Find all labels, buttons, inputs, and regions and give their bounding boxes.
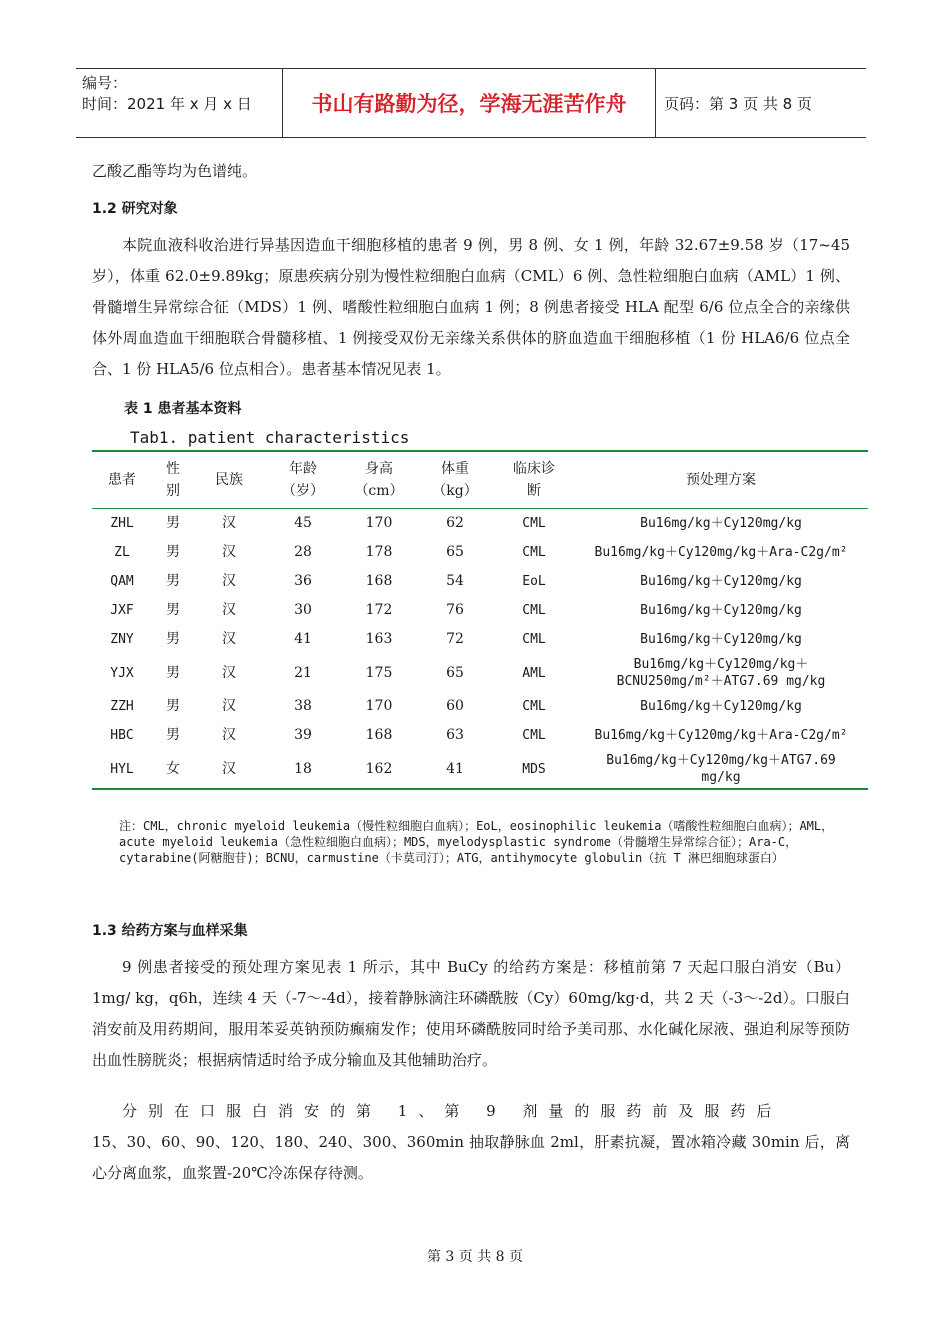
- cell-patient: QAM: [110, 574, 134, 589]
- cell-sex: 男: [166, 602, 180, 618]
- table-row: [92, 567, 868, 596]
- cell-regimen: Bu16mg/kg＋Cy120mg/kg: [640, 632, 802, 647]
- cell-weight: 76: [446, 602, 464, 618]
- cell-height: 170: [365, 698, 393, 714]
- cell-patient: JXF: [110, 603, 134, 618]
- table-header-row: [92, 451, 868, 509]
- cell-regimen: Bu16mg/kg＋Cy120mg/kg: [640, 603, 802, 618]
- section-1-2-heading: 1.2 研究对象: [92, 201, 178, 217]
- cell-patient: YJX: [110, 665, 134, 681]
- cell-ethnic: 汉: [222, 631, 236, 647]
- cell-height: 172: [365, 602, 393, 618]
- cell-ethnic: 汉: [222, 515, 236, 531]
- th-age: 年龄（岁）: [282, 461, 324, 499]
- cell-patient: ZNY: [110, 632, 134, 647]
- section-1-3-paragraph-2-rest: 15、30、60、90、120、180、240、300、360min 抽取静脉血 2ml，肝素抗凝，置冰箱冷藏 30min 后，离心分离血浆，血浆置-20℃冷冻保存待测。: [92, 1133, 850, 1182]
- cell-diagnosis: CML: [522, 632, 546, 647]
- cell-age: 18: [294, 760, 312, 777]
- cell-weight: 65: [446, 544, 464, 560]
- cell-regimen: Bu16mg/kg＋Cy120mg/kg＋ATG7.69 mg/kg: [606, 753, 836, 785]
- cell-ethnic: 汉: [222, 760, 236, 777]
- cell-patient: ZL: [114, 545, 130, 560]
- cell-height: 163: [365, 631, 393, 647]
- th-diagnosis: 临床诊断: [513, 461, 555, 499]
- table1-note: 注：CML，chronic myeloid leukemia（慢性粒细胞白血病）；EoL，eosinophilic leukemia（嗜酸性粒细胞白血病）；AML，acute myeloid leukemia（急性粒细胞白血病）；MDS，myelodysplastic syndrome（骨髓增生异常综合征）；Ara-C，cytarabine(阿糖胞苷)；BCNU，carmustine（卡莫司汀）；ATG，antihymocyte globulin（抗 T 淋巴细胞球蛋白）: [119, 819, 834, 865]
- th-regimen: 预处理方案: [686, 472, 756, 488]
- header-page-number: 页码：第 3 页 共 8 页: [664, 94, 812, 113]
- cell-ethnic: 汉: [222, 664, 236, 681]
- cell-sex: 女: [166, 760, 180, 777]
- cell-ethnic: 汉: [222, 727, 236, 743]
- cell-weight: 63: [446, 727, 464, 743]
- cell-regimen: Bu16mg/kg＋Cy120mg/kg: [640, 574, 802, 589]
- cell-weight: 65: [446, 664, 464, 681]
- cell-diagnosis: EoL: [522, 574, 546, 589]
- page-footer: 第 3 页 共 8 页: [426, 1249, 524, 1265]
- patient-table: [92, 450, 868, 790]
- cell-patient: HYL: [110, 761, 134, 777]
- cell-diagnosis: CML: [522, 699, 546, 714]
- cell-sex: 男: [166, 631, 180, 647]
- table-row: [92, 692, 868, 721]
- cell-ethnic: 汉: [222, 602, 236, 618]
- cell-diagnosis: CML: [522, 728, 546, 743]
- section-1-2-paragraph: 本院血液科收治进行异基因造血干细胞移植的患者 9 例，男 8 例、女 1 例，年龄 32.67±9.58 岁（17~45 岁），体重 62.0±9.89kg；原患疾病分别为慢性粒细胞白血病（CML）6 例、急性粒细胞白血病（AML）1 例、骨髓增生异常综合征（MDS）1 例、嗜酸性粒细胞白血病 1 例；8 例患者接受 HLA 配型 6/6 位点全合的亲缘供体外周血造血干细胞联合骨髓移植、1 例接受双份无亲缘关系供体的脐血造血干细胞移植（1 份 HLA6/6 位点全合、1 份 HLA5/6 位点相合）。患者基本情况见表 1。: [92, 236, 850, 378]
- table-row: [92, 654, 868, 692]
- cell-height: 162: [365, 760, 393, 777]
- table-row: [92, 750, 868, 789]
- cell-age: 21: [294, 664, 312, 681]
- cell-diagnosis: CML: [522, 516, 546, 531]
- th-sex: 性别: [166, 461, 180, 499]
- intro-line: 乙酸乙酯等均为色谱纯。: [92, 162, 258, 180]
- cell-regimen: Bu16mg/kg＋Cy120mg/kg: [640, 699, 802, 714]
- th-patient: 患者: [108, 472, 136, 488]
- th-height: 身高（cm）: [354, 461, 404, 499]
- table1-caption-en: Tab1. patient characteristics: [130, 428, 410, 447]
- cell-age: 45: [294, 515, 312, 531]
- cell-age: 28: [294, 544, 312, 560]
- table-row: [92, 721, 868, 750]
- cell-patient: ZHL: [110, 516, 134, 531]
- table-row: [92, 538, 868, 567]
- cell-age: 38: [294, 698, 312, 714]
- th-weight: 体重（kg）: [432, 461, 478, 499]
- table1-caption-cn: 表 1 患者基本资料: [124, 401, 242, 417]
- cell-height: 175: [365, 664, 393, 681]
- page-header: [76, 68, 866, 138]
- cell-height: 170: [365, 515, 393, 531]
- header-motto: 书山有路勤为径，学海无涯苦作舟: [283, 69, 656, 137]
- table-row: [92, 509, 868, 539]
- cell-height: 168: [365, 573, 393, 589]
- th-ethnic: 民族: [215, 472, 243, 488]
- cell-ethnic: 汉: [222, 544, 236, 560]
- cell-weight: 60: [446, 698, 464, 714]
- cell-regimen: Bu16mg/kg＋Cy120mg/kg＋Ara-C2g/m²: [594, 545, 848, 560]
- cell-height: 168: [365, 727, 393, 743]
- cell-sex: 男: [166, 698, 180, 714]
- cell-sex: 男: [166, 544, 180, 560]
- cell-weight: 62: [446, 515, 464, 531]
- header-meta: [76, 69, 283, 137]
- section-1-3-heading: 1.3 给药方案与血样采集: [92, 923, 248, 939]
- cell-weight: 72: [446, 631, 464, 647]
- section-1-3-paragraph-1: 9 例患者接受的预处理方案见表 1 所示，其中 BuCy 的给药方案是：移植前第 7 天起口服白消安（Bu） 1mg/ kg，q6h，连续 4 天（-7～-4d），接着静脉滴注环磷酰胺（Cy）60mg/kg·d，共 2 天（-3～-2d）。口服白消安前及用药期间，服用苯妥英钠预防癫痫发作；使用环磷酰胺同时给予美司那、水化碱化尿液、强迫利尿等预防出血性膀胱炎；根据病情适时给予成分输血及其他辅助治疗。: [92, 958, 850, 1069]
- cell-age: 36: [294, 573, 312, 589]
- document-number-label: 编号：: [82, 74, 128, 92]
- cell-diagnosis: CML: [522, 545, 546, 560]
- cell-ethnic: 汉: [222, 698, 236, 714]
- document-date-label: 时间：2021 年 x 月 x 日: [82, 95, 252, 113]
- cell-age: 41: [294, 631, 312, 647]
- cell-weight: 54: [446, 573, 464, 589]
- cell-diagnosis: MDS: [522, 761, 546, 777]
- section-1-3-paragraph-2-line-1: 分别在口服白消安的第 1、第 9 剂量的服药前及服药后: [122, 1102, 783, 1120]
- cell-age: 39: [294, 727, 312, 743]
- cell-patient: ZZH: [110, 699, 134, 714]
- cell-sex: 男: [166, 515, 180, 531]
- cell-age: 30: [294, 602, 312, 618]
- cell-sex: 男: [166, 664, 180, 681]
- cell-regimen: Bu16mg/kg＋Cy120mg/kg: [640, 516, 802, 531]
- cell-regimen: Bu16mg/kg＋Cy120mg/kg＋Ara-C2g/m²: [594, 728, 848, 743]
- table-row: [92, 596, 868, 625]
- cell-patient: HBC: [110, 728, 134, 743]
- cell-diagnosis: AML: [522, 665, 546, 681]
- cell-height: 178: [365, 544, 393, 560]
- cell-regimen: Bu16mg/kg＋Cy120mg/kg＋BCNU250mg/m²＋ATG7.69 mg/kg: [616, 657, 826, 689]
- cell-weight: 41: [446, 760, 464, 777]
- cell-diagnosis: CML: [522, 603, 546, 618]
- cell-sex: 男: [166, 573, 180, 589]
- cell-sex: 男: [166, 727, 180, 743]
- cell-ethnic: 汉: [222, 573, 236, 589]
- table-row: [92, 625, 868, 654]
